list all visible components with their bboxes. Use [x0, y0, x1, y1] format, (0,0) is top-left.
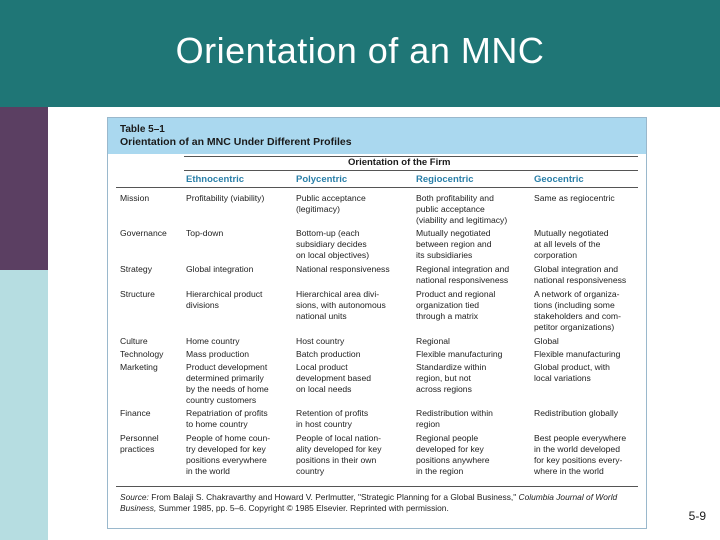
table-cell: Home country	[186, 336, 240, 346]
table-cell: Hierarchical product divisions	[186, 289, 263, 310]
table-cell: Flexible manufacturing	[416, 349, 503, 359]
table-cell: Redistribution globally	[534, 408, 619, 418]
row-label: Culture	[120, 336, 148, 346]
table-cell: Mutually negotiated between region and its subsidiaries	[416, 228, 492, 260]
page-number: 5-9	[688, 509, 706, 523]
table-cell: Flexible manufacturing	[534, 349, 621, 359]
table-cell: Same as regiocentric	[534, 193, 615, 203]
table-header-band	[108, 118, 646, 154]
row-label: Governance	[120, 228, 167, 238]
slide-title: Orientation of an MNC	[175, 30, 545, 71]
table-cell: A network of organiza- tions (including some stakeholders and com- petitor organizations)	[534, 289, 621, 332]
table-cell: Host country	[296, 336, 345, 346]
source-note	[120, 492, 638, 514]
table-cell: Mutually negotiated at all levels of the corporation	[534, 228, 609, 260]
column-header-regiocentric: Regiocentric	[416, 174, 474, 185]
source-text: From Balaji S. Chakravarthy and Howard V. Perlmutter, "Strategic Planning for a Global Business,"	[151, 492, 517, 502]
table-cell: Bottom-up (each subsidiary decides on local objectives)	[296, 228, 370, 260]
group-header: Orientation of the Firm	[348, 157, 451, 168]
table-cell: Global integration and national responsiveness	[534, 264, 627, 285]
source-tail: Summer 1985, pp. 5–6. Copyright © 1985 Elsevier. Reprinted with permission.	[158, 503, 449, 513]
table-cell: National responsiveness	[296, 264, 390, 274]
table-cell: Product development determined primarily by the needs of home country customers	[186, 362, 269, 405]
table-cell: Redistribution within region	[416, 408, 493, 429]
table-cell: Best people everywhere in the world developed for key positions every- where in the world	[534, 433, 627, 476]
table-cell: Regional people developed for key positions anywhere in the region	[416, 433, 490, 476]
side-stripe-dark	[0, 107, 48, 270]
column-header-geocentric: Geocentric	[534, 174, 584, 185]
table-cell: Regional	[416, 336, 450, 346]
table-cell: Public acceptance (legitimacy)	[296, 193, 366, 214]
table-cell: People of local nation- ality developed for key positions in their own country	[296, 433, 382, 476]
row-label: Finance	[120, 408, 151, 418]
table-cell: Standardize within region, but not across regions	[416, 362, 487, 394]
source-journal: Columbia Journal of World Business,	[120, 492, 618, 513]
table-cell: Regional integration and national responsiveness	[416, 264, 510, 285]
table-cell: Batch production	[296, 349, 361, 359]
table-cell: Retention of profits in host country	[296, 408, 369, 429]
table-cell: Top-down	[186, 228, 224, 238]
table-cell: Hierarchical area divi- sions, with autonomous national units	[296, 289, 386, 321]
table-cell: People of home coun- try developed for key positions everywhere in the world	[186, 433, 271, 476]
table-cell: Repatriation of profits to home country	[186, 408, 268, 429]
column-header-ethnocentric: Ethnocentric	[186, 174, 245, 185]
source-label: Source:	[120, 492, 149, 502]
table-cell: Global integration	[186, 264, 254, 274]
group-rule-bottom	[184, 170, 638, 171]
row-label: Structure	[120, 289, 155, 299]
table-title: Orientation of an MNC Under Different Profiles	[120, 136, 352, 148]
row-label: Mission	[120, 193, 150, 203]
table-bottom-rule	[116, 486, 638, 487]
table-cell: Mass production	[186, 349, 250, 359]
column-header-polycentric: Polycentric	[296, 174, 348, 185]
table-number: Table 5–1	[120, 124, 165, 135]
table-cell: Global	[534, 336, 559, 346]
row-label: Technology	[120, 349, 164, 359]
row-label: Personnel practices	[120, 433, 159, 454]
group-rule-top	[184, 156, 638, 157]
side-stripe-light	[0, 270, 48, 540]
table-cell: Product and regional organization tied through a matrix	[416, 289, 496, 321]
table-cell: Profitability (viability)	[186, 193, 265, 203]
row-label: Marketing	[120, 362, 158, 372]
header-rule	[116, 187, 638, 188]
table-cell: Both profitability and public acceptance (viability and legitimacy)	[416, 193, 508, 225]
table-cell: Local product development based on local needs	[296, 362, 372, 394]
table-cell: Global product, with local variations	[534, 362, 610, 383]
table-card	[107, 117, 647, 529]
row-label: Strategy	[120, 264, 153, 274]
